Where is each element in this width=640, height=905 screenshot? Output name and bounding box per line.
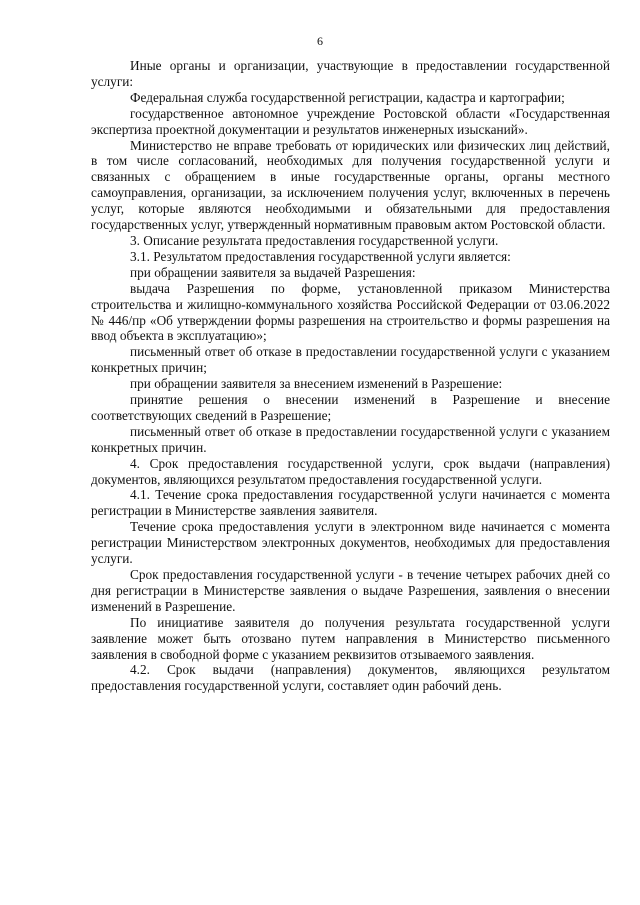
paragraph-refusal-1: письменный ответ об отказе в предоставлении государственной услуги с указанием конкретных причин; <box>91 344 610 376</box>
document-body <box>91 58 610 694</box>
paragraph-amendment-decision: принятие решения о внесении изменений в Разрешение и внесение соответствующих сведений в Разрешение; <box>91 392 610 423</box>
section-heading-3: 3. Описание результата предоставления государственной услуги. <box>130 232 499 248</box>
paragraph-electronic-term: Течение срока предоставления услуги в электронном виде начинается с момента регистрации Министерством электронных документов, необходимых для предоставления услуги. <box>91 519 610 567</box>
paragraph-3-1: 3.1. Результатом предоставления государственной услуги является: <box>130 248 511 264</box>
paragraph-issuance-form: выдача Разрешения по форме, установленной приказом Министерства строительства и жилищно-коммунального хозяйства Российской Федерации от 03.06.2022 № 446/пр «Об утверждении формы разрешения на строительство и формы разрешения на ввод объекта в эксплуатацию»; <box>91 280 610 344</box>
paragraph-expertise-institution: государственное автономное учреждение Ростовской области «Государственная экспертиза проектной документации и результатов инженерных изысканий». <box>91 105 610 137</box>
paragraph-issuance-request: при обращении заявителя за выдачей Разрешения: <box>130 264 416 280</box>
paragraph-4-2: 4.2. Срок выдачи (направления) документов, являющихся результатом предоставления государственной услуги, составляет один рабочий день. <box>91 662 610 694</box>
section-heading-4: 4. Срок предоставления государственной услуги, срок выдачи (направления) документов, являющихся результатом предоставления государственной услуги. <box>91 455 610 487</box>
page-number: 6 <box>317 34 323 48</box>
paragraph-amendment-request: при обращении заявителя за внесением изменений в Разрешение: <box>130 376 503 392</box>
paragraph-rosreestr: Федеральная служба государственной регистрации, кадастра и картографии; <box>130 89 565 105</box>
paragraph-service-term: Срок предоставления государственной услуги - в течение четырех рабочих дней со дня регистрации в Министерстве заявления о выдаче Разрешения, заявления о внесении изменений в Разрешение. <box>91 567 610 614</box>
paragraph-withdrawal: По инициативе заявителя до получения результата государственной услуги заявление может быть отозвано путем направления в Министерство письменного заявления в свободной форме с указанием реквизитов отзываемого заявления. <box>91 614 610 662</box>
paragraph-refusal-2: письменный ответ об отказе в предоставлении государственной услуги с указанием конкретных причин. <box>91 423 610 455</box>
paragraph-ministry-restrictions: Министерство не вправе требовать от юридических или физических лиц действий, в том числе согласований, необходимых для получения государственной услуги и связанных с обращением в иные государственные органы, органы местного самоуправления, организации, за исключением получения услуг, включенных в перечень услуг, которые являются необходимыми и обязательными для предоставления государственных услуг, утвержденный нормативным правовым актом Ростовской области. <box>91 137 610 233</box>
paragraph-4-1: 4.1. Течение срока предоставления государственной услуги начинается с момента регистрации в Министерстве заявления заявителя. <box>91 487 610 519</box>
paragraph-other-bodies: Иные органы и организации, участвующие в предоставлении государственной услуги: <box>91 58 610 89</box>
